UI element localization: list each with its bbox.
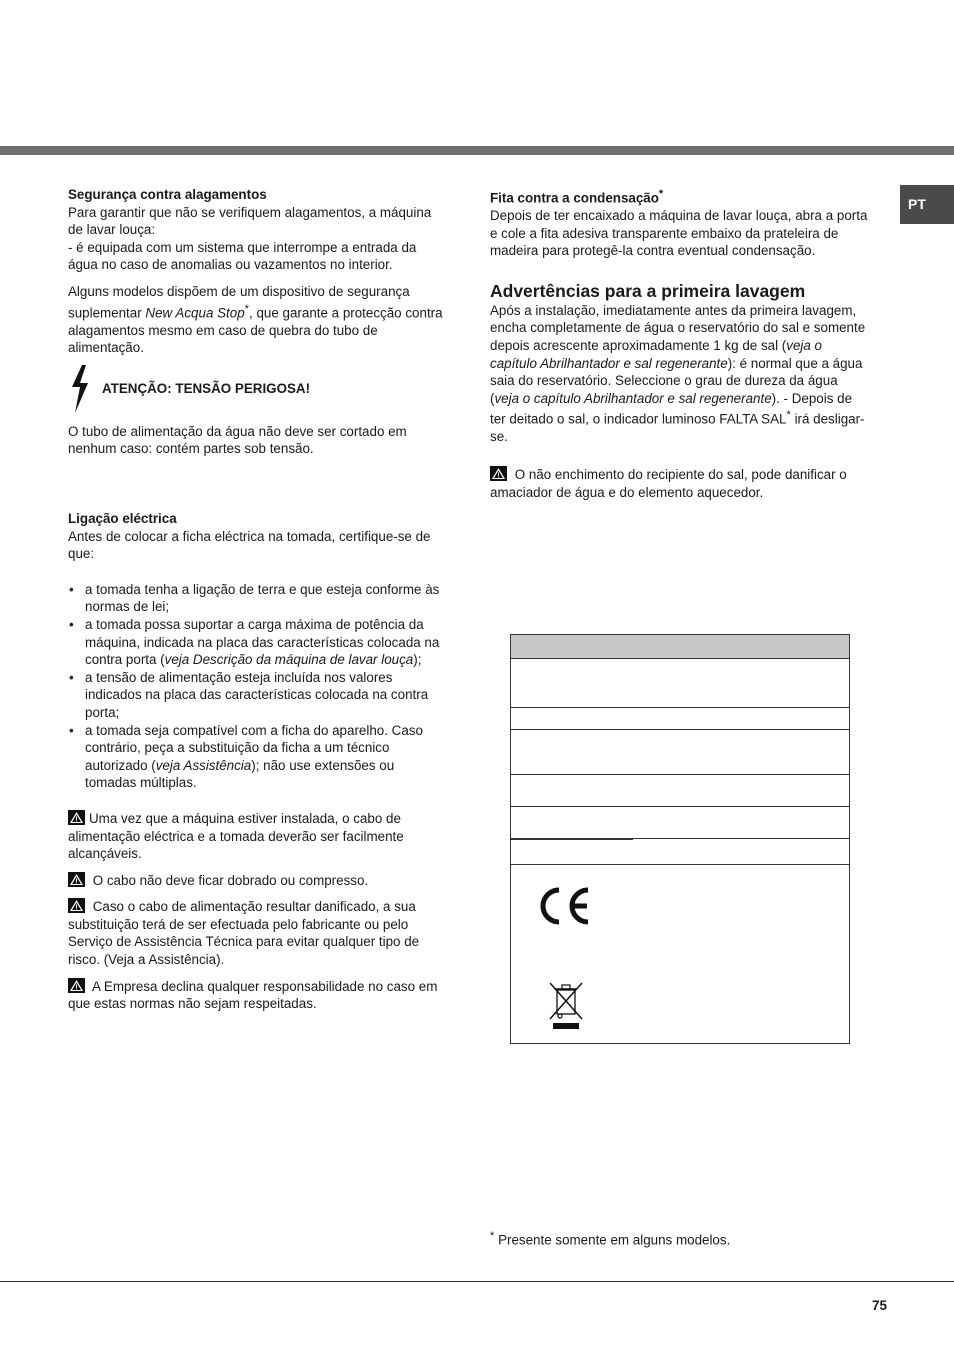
warning-paragraph: O cabo não deve ficar dobrado ou compresso. xyxy=(68,872,448,890)
warning-triangle-icon xyxy=(68,898,85,913)
page-number: 75 xyxy=(872,1298,887,1313)
table-divider xyxy=(511,806,849,807)
paragraph: Antes de colocar a ficha eléctrica na tomada, certifique-se de que: xyxy=(68,528,431,562)
section-title-electrical: Ligação eléctrica xyxy=(68,511,177,526)
voltage-warning-title: ATENÇÃO: TENSÃO PERIGOSA! xyxy=(102,381,311,397)
warning-paragraph: O não enchimento do recipiente do sal, pode danificar o amaciador de água e do elemento aquecedor. xyxy=(490,467,847,500)
paragraph-acqua-stop: Alguns modelos dispõem de um dispositivo de segurança suplementar New Acqua Stop*, que garante a protecção contra alagamentos mesmo em caso de quebra do tubo de alimentação. xyxy=(68,283,443,356)
language-tab: PT xyxy=(900,185,954,224)
section-title-flood-safety: Segurança contra alagamentos xyxy=(68,187,267,202)
lightning-bolt-icon xyxy=(68,365,92,413)
table-divider xyxy=(511,838,633,840)
table-divider xyxy=(511,729,849,730)
warning-triangle-icon xyxy=(68,810,85,825)
bottom-divider-line xyxy=(0,1281,954,1282)
weee-crossed-bin-icon xyxy=(549,981,583,1031)
list-item: • a tomada tenha a ligação de terra e que esteja conforme às normas de lei; xyxy=(68,581,448,616)
list-item: • a tensão de alimentação esteja incluída nos valores indicados na placa das características colocada na contra porta; xyxy=(68,669,448,722)
requirements-list xyxy=(68,581,448,792)
paragraph: - é equipada com um sistema que interrompe a entrada da água no caso de anomalias ou vazamentos no interior. xyxy=(68,239,417,273)
voltage-warning-row xyxy=(68,365,448,413)
warning-paragraph: A Empresa declina qualquer responsabilidade no caso em que estas normas não sejam respeitadas. xyxy=(68,978,438,1012)
table-divider xyxy=(511,707,849,708)
paragraph-first-wash: Após a instalação, imediatamente antes da primeira lavagem, encha completamente de água o reservatório do sal e somente depois acrescente aproximadamente 1 kg de sal (veja o capítulo Abrilhantador e sal regenerante): é normal que a água saia do reservatório. Seleccione o grau de dureza da água (veja o capítulo Abrilhantador e sal regenerante). - Depois de ter deitado o sal, o indicador luminoso FALTA SAL* irá desligar-se. xyxy=(490,302,866,445)
right-column xyxy=(490,186,870,501)
warning-paragraph: Uma vez que a máquina estiver instalada, o cabo de alimentação eléctrica e a tomada deverão ser facilmente alcançáveis. xyxy=(68,810,404,862)
left-column xyxy=(68,186,448,1013)
warning-triangle-icon xyxy=(68,978,85,993)
paragraph: Para garantir que não se verifiquem alagamentos, a máquina de lavar louça: xyxy=(68,204,432,238)
paragraph: O tubo de alimentação da água não deve ser cortado em nenhum caso: contém partes sob tensão. xyxy=(68,423,407,457)
footnote: * Presente somente em alguns modelos. xyxy=(490,1230,731,1248)
paragraph: Depois de ter encaixado a máquina de lavar louça, abra a porta e cole a fita adesiva transparente embaixo da prateleira de madeira para protegê-la contra eventual condensação. xyxy=(490,208,868,259)
section-title-first-wash: Advertências para a primeira lavagem xyxy=(490,280,806,301)
warning-triangle-icon xyxy=(490,466,507,481)
table-divider xyxy=(511,864,849,865)
table-divider xyxy=(511,774,849,775)
table-header-row xyxy=(511,635,849,659)
list-item: • a tomada possa suportar a carga máxima de potência da máquina, indicada na placa das características colocada na contra porta (veja Descrição da máquina de lavar louça); xyxy=(68,616,448,669)
section-title-condensation: Fita contra a condensação* xyxy=(490,188,664,206)
warning-paragraph: Caso o cabo de alimentação resultar danificado, a sua substituição terá de ser efectuada pelo fabricante ou pelo Serviço de Assistência Técnica para evitar qualquer tipo de risco. (Veja a Assistência). xyxy=(68,899,420,968)
ce-mark-icon xyxy=(538,884,592,928)
warning-triangle-icon xyxy=(68,872,85,887)
list-item: • a tomada seja compatível com a ficha do aparelho. Caso contrário, peça a substituição da ficha a um técnico autorizado (veja Assistência); não use extensões ou tomadas múltiplas. xyxy=(68,722,448,792)
top-divider-bar xyxy=(0,146,954,155)
